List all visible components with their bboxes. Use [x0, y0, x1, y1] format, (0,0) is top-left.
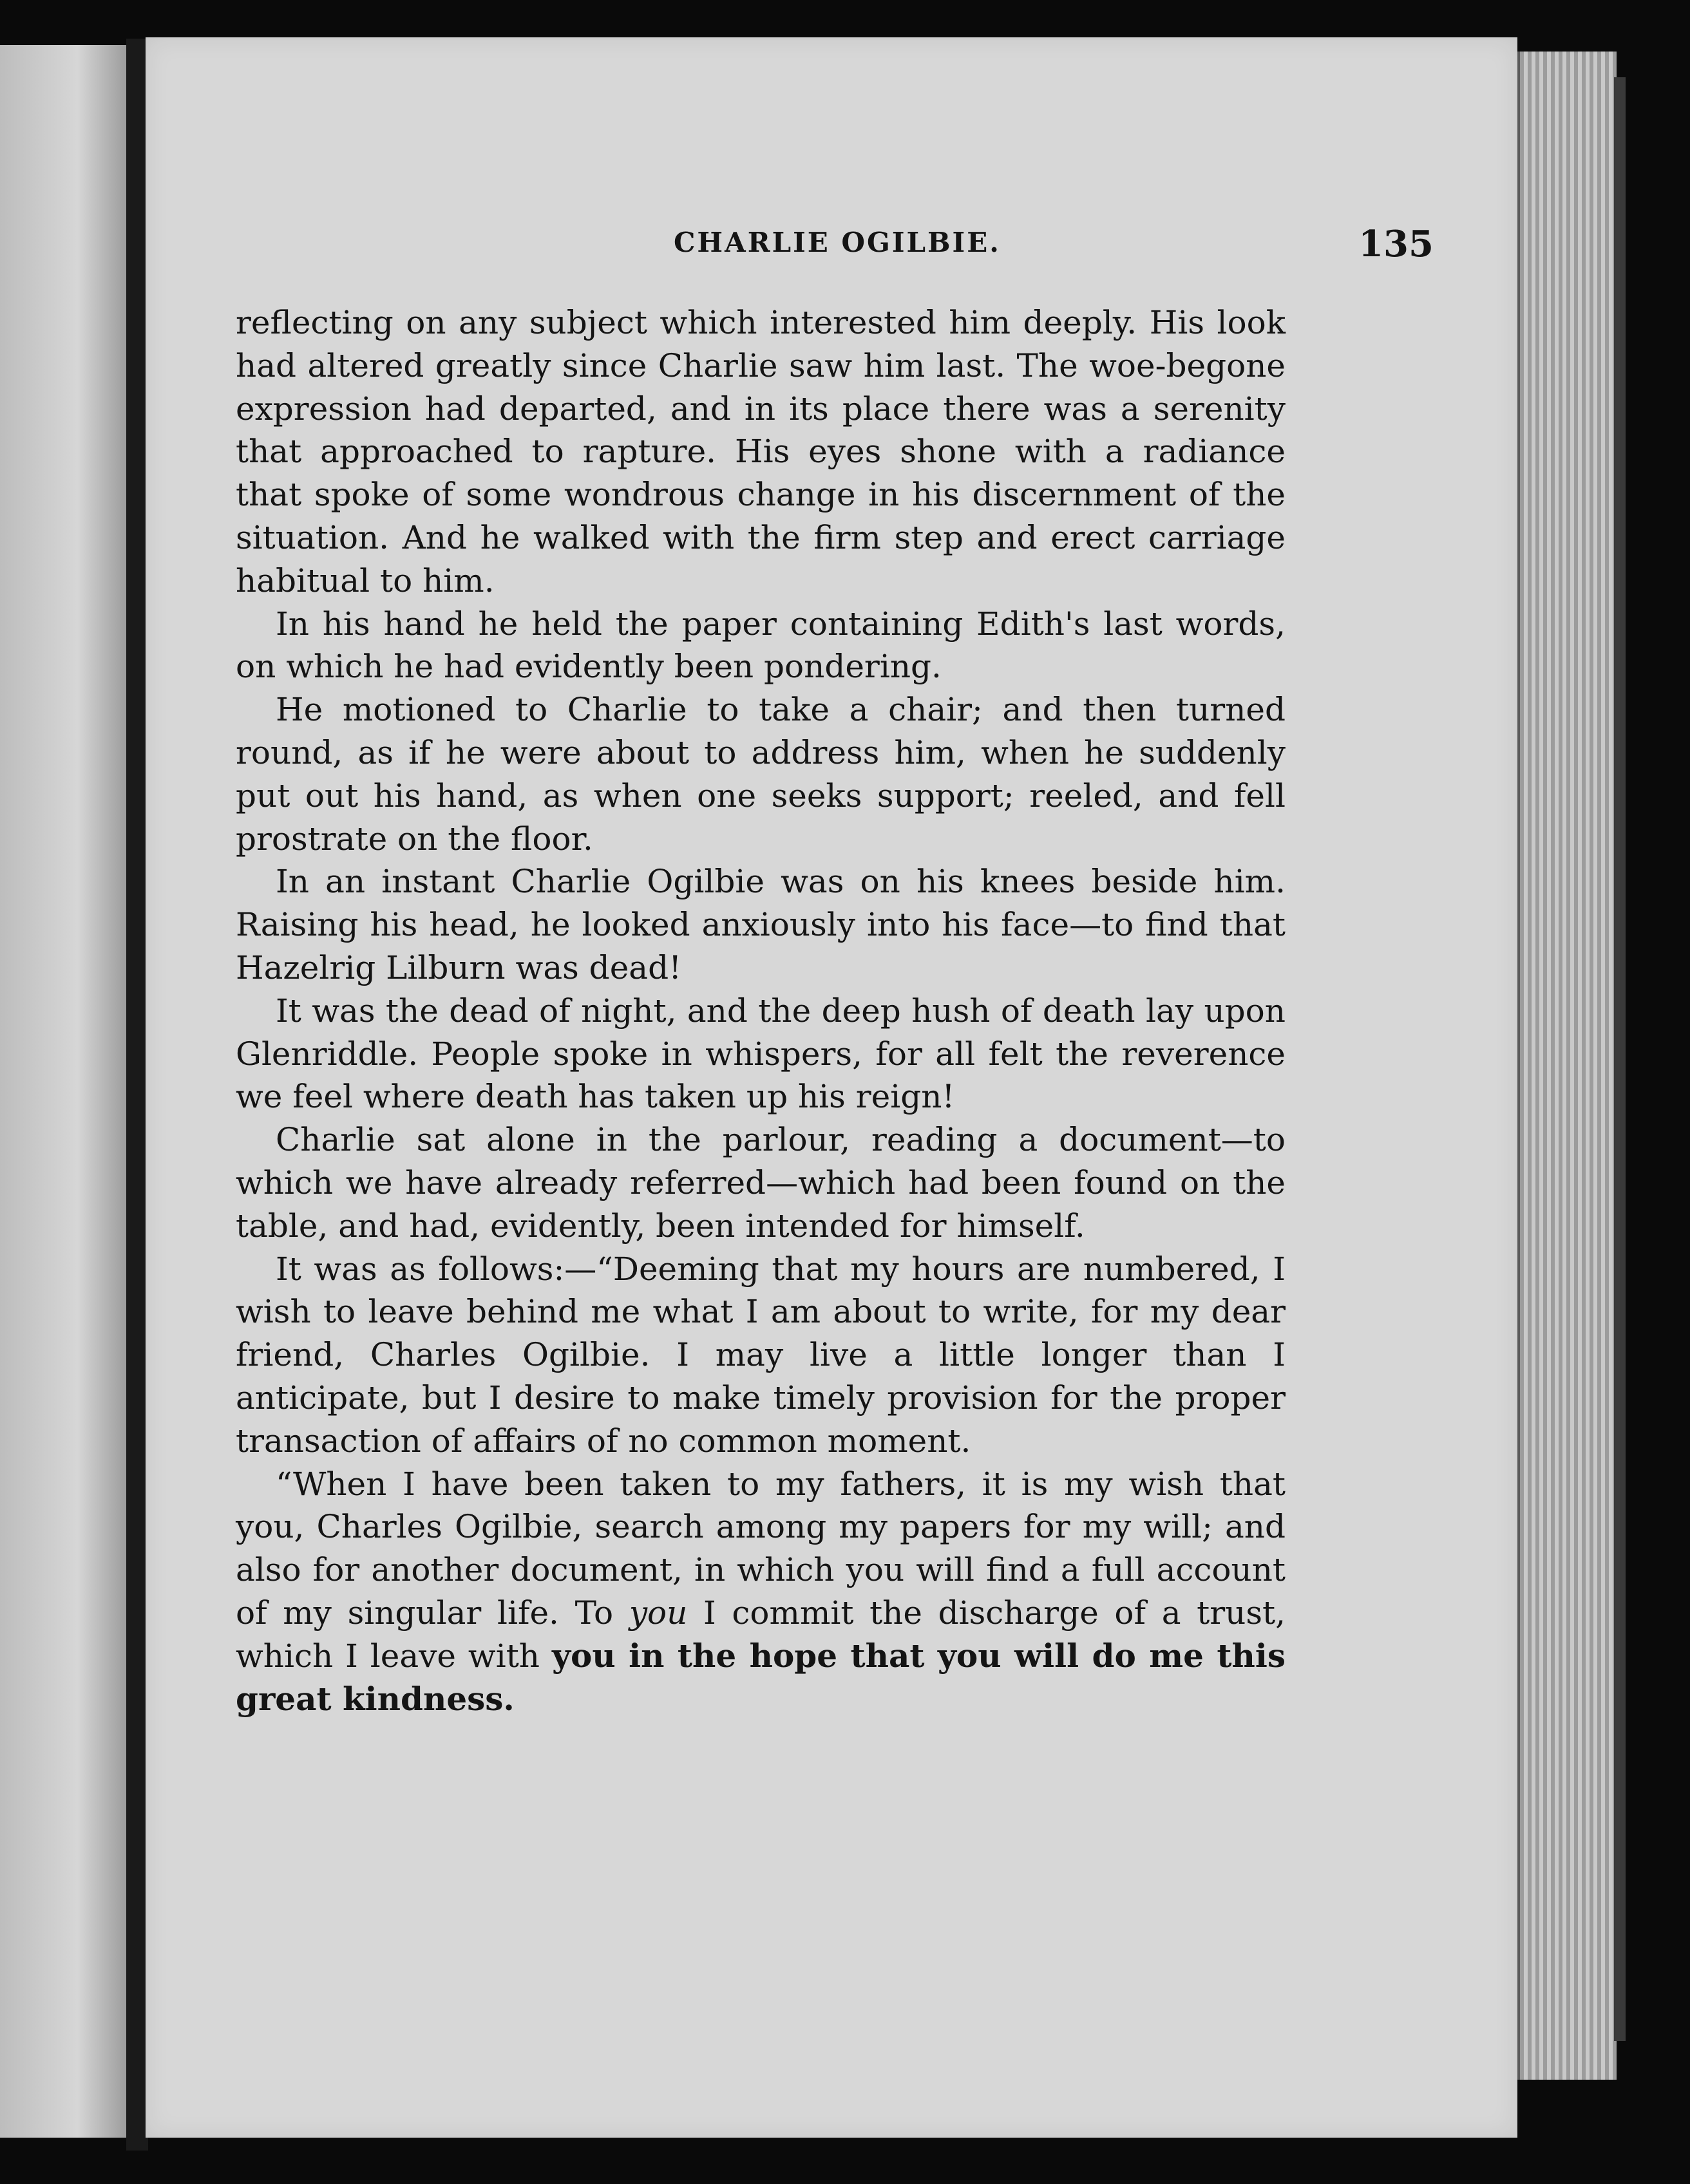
paragraph: It was as follows:—“Deeming that my hours are numbered, I wish to leave behind me what I am about to write, for my dear friend, Charles Ogilbie. I may live a little longer than I anticipate, but I desire to make timely provision for the proper transaction of affairs of no common moment.: [236, 1250, 1286, 1460]
paragraph: reflecting on any subject which interested him deeply. His look had altered greatly since Charlie saw him last. The woe-begone expression had departed, and in its place there was a serenity that approached to rapture. His eyes shone with a radiance that spoke of some wondrous change in his discernment of the situation. And he walked with the firm step and erect carriage habitual to him.: [236, 304, 1286, 599]
paragraph-last-line: you in the hope that you will do me this great kindness.: [236, 1636, 1286, 1718]
facing-page-edge: [0, 45, 129, 2138]
paragraph-text: I commit the discharge of a trust, which I leave with: [236, 1594, 1286, 1675]
page-number: 135: [1358, 223, 1434, 265]
page-edge-stack: [1517, 52, 1617, 2080]
cover-edge-shadow: [1614, 77, 1626, 2041]
paragraph-final: [236, 1463, 1286, 1721]
paragraph: In an instant Charlie Ogilbie was on his knees beside him. Raising his head, he looked anxiously into his face—to find that Hazelrig Lilburn was dead!: [236, 863, 1286, 986]
body-text: [236, 301, 1286, 1720]
running-title: CHARLIE OGILBIE.: [674, 227, 1001, 258]
book-gutter: [126, 39, 148, 2151]
running-head: [229, 223, 1434, 268]
paragraph: Charlie sat alone in the parlour, reading a document—to which we have already referred—which had been found on the table, and had, evidently, been intended for himself.: [236, 1121, 1286, 1245]
emphasis-word: you: [629, 1594, 688, 1632]
paragraph: It was the dead of night, and the deep hush of death lay upon Glenriddle. People spoke in whispers, for all felt the reverence we feel where death has taken up his reign!: [236, 992, 1286, 1116]
paragraph: He motioned to Charlie to take a chair; and then turned round, as if he were about to address him, when he suddenly put out his hand, as when one seeks support; reeled, and fell prostrate on the floor.: [236, 691, 1286, 858]
paragraph-text: “When I have been taken to my fathers, it is my wish that you, Charles Ogilbie, search among my papers for my will; and also for another document, in which you will find a full account of my singular life. To: [236, 1465, 1286, 1632]
book-page: [146, 37, 1517, 2138]
paragraph: In his hand he held the paper containing Edith's last words, on which he had evidently been pondering.: [236, 605, 1286, 686]
